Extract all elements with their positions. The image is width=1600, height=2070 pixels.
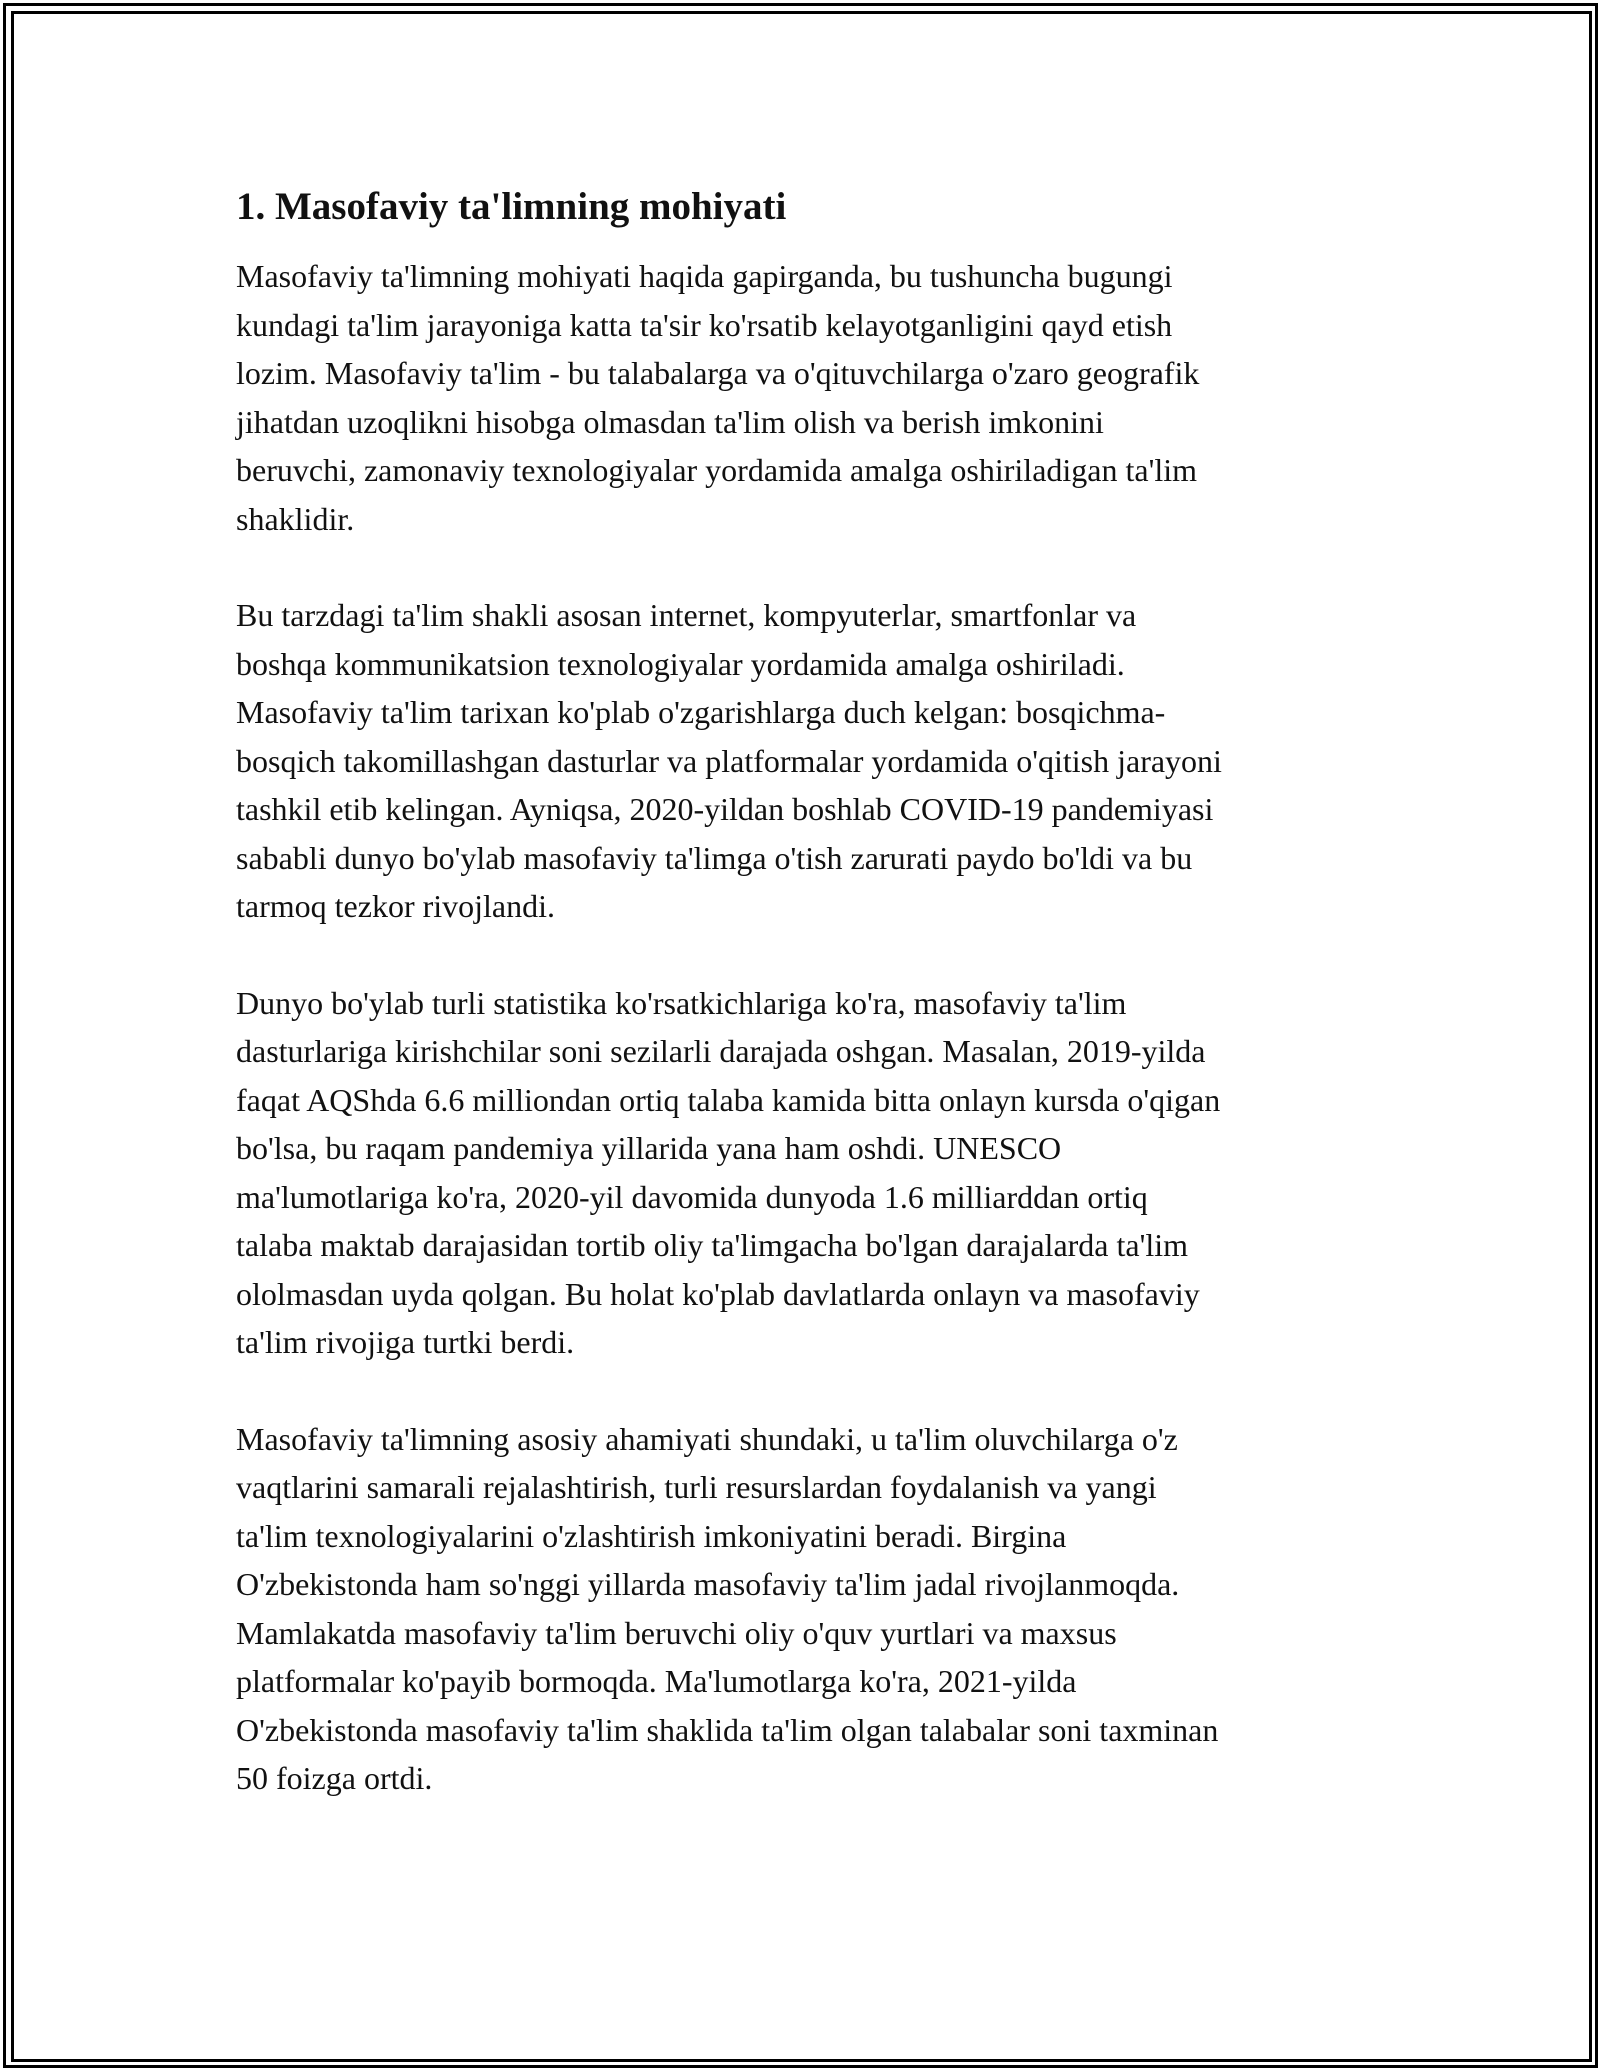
- text-line: boshqa kommunikatsion texnologiyalar yordamida amalga oshiriladi.: [236, 645, 1125, 682]
- text-line: Dunyo bo'ylab turli statistika ko'rsatkichlariga ko'ra, masofaviy ta'lim: [236, 984, 1127, 1021]
- text-line: bosqich takomillashgan dasturlar va platformalar yordamida o'qitish jarayoni: [236, 742, 1222, 779]
- text-line: Mamlakatda masofaviy ta'lim beruvchi oliy o'quv yurtlari va maxsus: [236, 1614, 1117, 1651]
- text-line: lozim. Masofaviy ta'lim - bu talabalarga va o'qituvchilarga o'zaro geografik: [236, 355, 1200, 391]
- text-line: bo'lsa, bu raqam pandemiya yillarida yana ham oshdi. UNESCO: [236, 1130, 1062, 1166]
- text-line: tarmoq tezkor rivojlandi.: [236, 888, 556, 924]
- text-line: sababli dunyo bo'ylab masofaviy ta'limga o'tish zarurati paydo bo'ldi va bu: [236, 839, 1193, 876]
- text-line: vaqtlarini samarali rejalashtirish, turli resurslardan foydalanish va yangi: [236, 1469, 1157, 1505]
- text-line: Masofaviy ta'limning mohiyati haqida gapirganda, bu tushuncha bugungi: [236, 258, 1173, 294]
- text-line: Masofaviy ta'limning asosiy ahamiyati shundaki, u ta'lim oluvchilarga o'z: [236, 1420, 1178, 1457]
- text-line: ta'lim rivojiga turtki berdi.: [236, 1324, 575, 1360]
- text-line: ma'lumotlariga ko'ra, 2020-yil davomida dunyoda 1.6 milliarddan ortiq: [236, 1178, 1148, 1215]
- text-line: platformalar ko'payib bormoqda. Ma'lumotlarga ko'ra, 2021-yilda: [236, 1663, 1077, 1699]
- text-line: tashkil etib kelingan. Ayniqsa, 2020-yildan boshlab COVID-19 pandemiyasi: [236, 791, 1214, 827]
- text-line: faqat AQShda 6.6 milliondan ortiq talaba kamida bitta onlayn kursda o'qigan: [236, 1081, 1221, 1118]
- text-line: jihatdan uzoqlikni hisobga olmasdan ta'lim olish va berish imkonini: [236, 403, 1104, 440]
- text-line: O'zbekistonda ham so'nggi yillarda masofaviy ta'lim jadal rivojlanmoqda.: [236, 1566, 1180, 1602]
- section-heading: 1. Masofaviy ta'limning mohiyati: [236, 185, 787, 228]
- text-line: ololmasdan uyda qolgan. Bu holat ko'plab davlatlarda onlayn va masofaviy: [236, 1275, 1200, 1312]
- text-line: O'zbekistonda masofaviy ta'lim shaklida ta'lim olgan talabalar soni taxminan: [236, 1711, 1219, 1748]
- text-line: Bu tarzdagi ta'lim shakli asosan internet, kompyuterlar, smartfonlar va: [236, 597, 1137, 633]
- text-line: Masofaviy ta'lim tarixan ko'plab o'zgarishlarga duch kelgan: bosqichma-: [236, 694, 1166, 730]
- text-line: ta'lim texnologiyalarini o'zlashtirish imkoniyatini beradi. Birgina: [236, 1517, 1067, 1554]
- document-body: [236, 183, 1376, 1851]
- text-line: 50 foizga ortdi.: [236, 1760, 433, 1796]
- paragraph-4: [236, 1415, 1376, 1803]
- text-line: shaklidir.: [236, 500, 355, 537]
- text-line: dasturlariga kirishchilar soni sezilarli darajada oshgan. Masalan, 2019-yilda: [236, 1033, 1206, 1069]
- text-line: talaba maktab darajasidan tortib oliy ta'limgacha bo'lgan darajalarda ta'lim: [236, 1227, 1189, 1263]
- paragraph-3: [236, 979, 1376, 1367]
- paragraph-2: [236, 591, 1376, 931]
- paragraph-1: [236, 252, 1376, 543]
- text-line: beruvchi, zamonaviy texnologiyalar yordamida amalga oshiriladigan ta'lim: [236, 452, 1198, 488]
- text-line: kundagi ta'lim jarayoniga katta ta'sir ko'rsatib kelayotganligini qayd etish: [236, 306, 1173, 343]
